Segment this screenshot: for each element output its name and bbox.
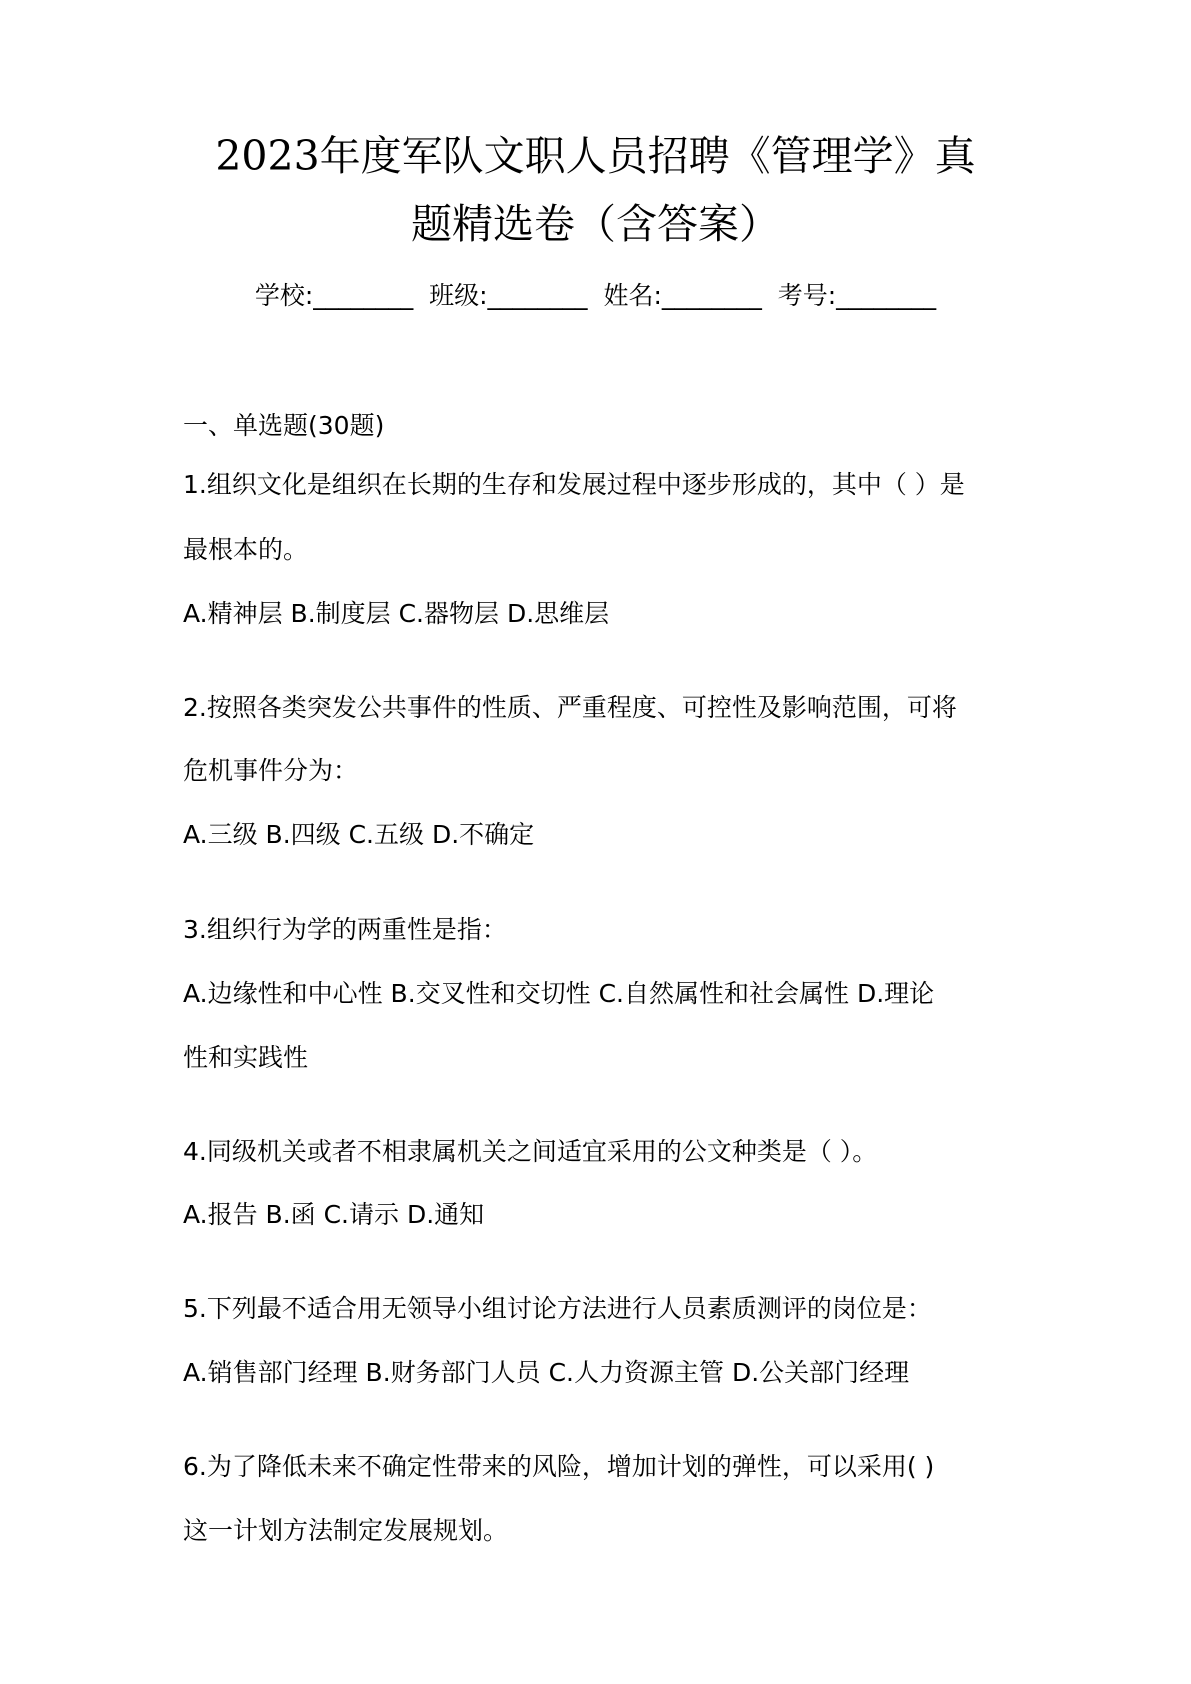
question-2-stem-line-1: 2.按照各类突发公共事件的性质、严重程度、可控性及影响范围，可将 (183, 693, 957, 722)
question-5-stem-line-1: 5.下列最不适合用无领导小组讨论方法进行人员素质测评的岗位是： (183, 1294, 932, 1323)
question-3-stem-line-1: 3.组织行为学的两重性是指： (183, 915, 507, 944)
student-info-line: 学校:________ 班级:________ 姓名:________ 考号:________ (254, 281, 937, 310)
question-3-options-line-2: 性和实践性 (183, 1043, 309, 1072)
question-5-options: A.销售部门经理 B.财务部门人员 C.人力资源主管 D.公关部门经理 (183, 1358, 910, 1387)
question-4-options: A.报告 B.函 C.请示 D.通知 (183, 1200, 485, 1229)
question-6-stem-line-1: 6.为了降低未来不确定性带来的风险，增加计划的弹性，可以采用( ) (183, 1452, 935, 1481)
section-heading: 一、单选题(30题) (183, 411, 385, 440)
question-4-stem-line-1: 4.同级机关或者不相隶属机关之间适宜采用的公文种类是（ ）。 (183, 1137, 878, 1166)
exam-title-line-2: 题精选卷（含答案） (411, 200, 780, 248)
question-1-stem-line-2: 最根本的。 (183, 535, 309, 564)
question-2-options: A.三级 B.四级 C.五级 D.不确定 (183, 820, 535, 849)
question-1-options: A.精神层 B.制度层 C.器物层 D.思维层 (183, 599, 610, 628)
question-1-stem-line-1: 1.组织文化是组织在长期的生存和发展过程中逐步形成的，其中（ ）是 (183, 470, 965, 499)
question-2-stem-line-2: 危机事件分为： (183, 756, 359, 785)
exam-title-line-1: 2023年度军队文职人员招聘《管理学》真 (215, 132, 976, 180)
question-6-stem-line-2: 这一计划方法制定发展规划。 (183, 1516, 509, 1545)
question-3-options-line-1: A.边缘性和中心性 B.交叉性和交切性 C.自然属性和社会属性 D.理论 (183, 979, 935, 1008)
